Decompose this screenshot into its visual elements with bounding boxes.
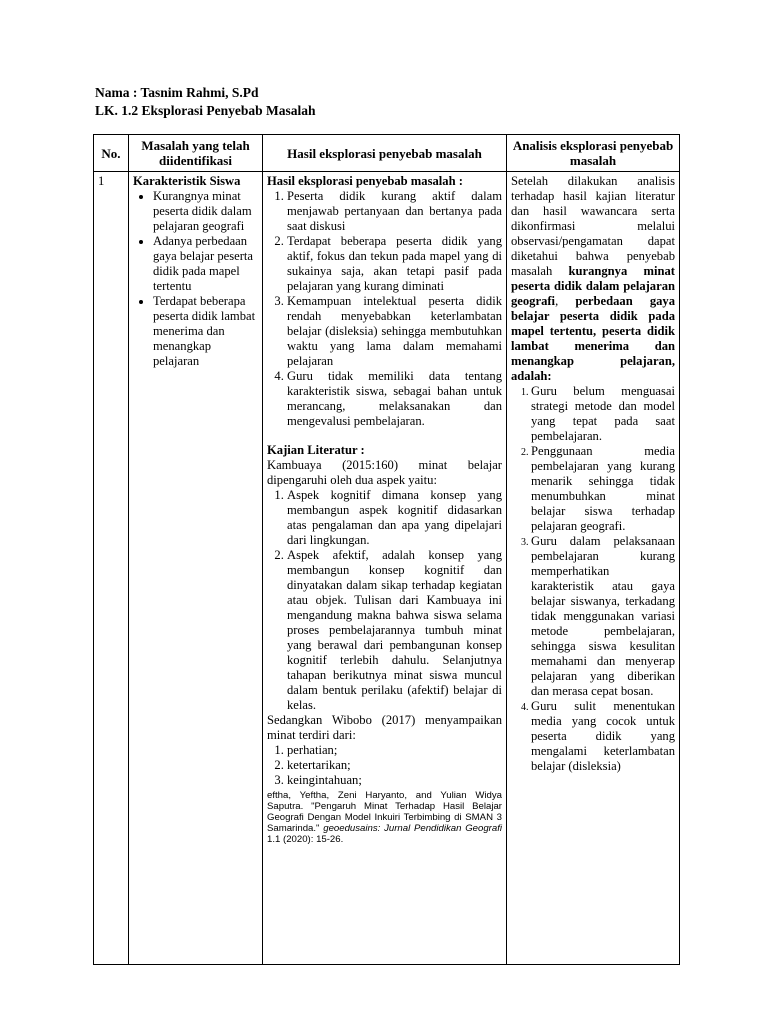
document-header [95,84,316,120]
table-header-row [94,135,680,172]
exploration-table [93,134,680,965]
author-name: Nama : Tasnim Rahmi, S.Pd [95,85,259,100]
list-item: 4. Guru tidak memiliki data tentang karakteristik siswa, sebagai bahan untuk merancang, melaksanakan dan mengevalusi pembelajaran. [287,369,502,429]
kajian-list [267,488,502,713]
header-analisis: Analisis eksplorasi penyebab masalah [507,135,680,172]
kajian-heading: Kajian Literatur : [267,443,365,457]
list-item: 2. Penggunaan media pembelajaran yang kurang menarik sehingga tidak menumbuhkan minat belajar siswa terhadap pelajaran geografi. [531,444,675,534]
reference-journal: geoedusains: Jurnal Pendidikan Geografi [323,823,502,834]
analisis-problem-2: perbedaan gaya belajar peserta didik pada mapel tertentu, peserta didik lambat menerima dan menangkap pelajaran, adalah: [511,294,676,383]
reference-volume: 1.1 (2020): 15-26. [267,834,344,845]
header-no: No. [94,135,129,172]
list-item: 2. Aspek afektif, adalah konsep yang membangun konsep kognitif dan dinyatakan dalam sikap terhadap kegiatan atau objek. Tulisan dari Kambuaya ini mengandung makna bahwa siswa selama proses pembelajarannya tumbuh minat yang berawal dari pembangunan konsep kognitif terlebih dahulu. Selanjutnya tahapan berikutnya minat siswa muncul dalam bentuk perilaku (afektif) belajar di kelas. [287,548,502,713]
cell-no: 1 [94,172,129,965]
cell-analisis [507,172,680,965]
header-masalah: Masalah yang telah diidentifikasi [129,135,263,172]
list-item: 1. perhatian; [287,743,502,758]
list-item: • Kurangnya minat peserta didik dalam pelajaran geografi [153,189,258,234]
cell-hasil [263,172,507,965]
cell-masalah [129,172,263,965]
list-item: 2. Terdapat beberapa peserta didik yang aktif, fokus dan tekun pada mapel yang di sukainya saja, akan tetapi pasif pada pelajaran yang kurang diminati [287,234,502,294]
hasil-heading: Hasil eksplorasi penyebab masalah : [267,174,463,188]
analisis-separator: , [555,294,576,308]
hasil-list [267,189,502,429]
analisis-intro-text: Setelah dilakukan analisis terhadap hasil kajian literatur dan hasil wawancara serta dikonfirmasi melalui observasi/pengamatan dapat diketahui bahwa penyebab masalah [511,174,675,278]
header-hasil: Hasil eksplorasi penyebab masalah [263,135,507,172]
list-item: 3. Guru dalam pelaksanaan pembelajaran kurang memperhatikan karakteristik atau gaya belajar siswanya, terkadang tidak menggunakan variasi metode pembelajaran, sehingga siswa kesulitan memahami dan menyerap pelajaran yang diberikan dan merasa cepat bosan. [531,534,675,699]
list-item: 4. Guru sulit menentukan media yang cocok untuk peserta didik yang mengalami keterlambatan belajar (disleksia) [531,699,675,774]
list-item: 1. Aspek kognitif dimana konsep yang membangun aspek kognitif didasarkan atas pengalaman dan apa yang dipelajari dari lingkungan. [287,488,502,548]
worksheet-title: LK. 1.2 Eksplorasi Penyebab Masalah [95,103,316,118]
analisis-list [511,384,675,774]
list-item: 2. ketertarikan; [287,758,502,773]
list-item: 1. Peserta didik kurang aktif dalam menjawab pertanyaan dan bertanya pada saat diskusi [287,189,502,234]
masalah-heading: Karakteristik Siswa [133,174,241,188]
list-item: 3. Kemampuan intelektual peserta didik rendah menyebabkan keterlambatan belajar (disleksia) sehingga membutuhkan waktu yang lama dalam memahami pelajaran [287,294,502,369]
reference-citation [267,790,502,845]
kajian-intro: Kambuaya (2015:160) minat belajar dipengaruhi oleh dua aspek yaitu: [267,458,502,487]
analisis-intro [511,174,675,384]
reference-text: eftha, Yeftha, Zeni Haryanto, and Yulian Widya Saputra. "Pengaruh Minat Terhadap Hasil Belajar Geografi Dengan Model Inkuiri Terbimbing di SMAN 3 Samarinda." [267,790,502,834]
masalah-list [133,189,258,369]
list-item: • Terdapat beberapa peserta didik lambat menerima dan menangkap pelajaran [153,294,258,369]
wibobo-intro: Sedangkan Wibobo (2017) menyampaikan minat terdiri dari: [267,713,502,742]
minat-list [267,743,502,788]
list-item: 1. Guru belum menguasai strategi metode dan model yang tepat pada saat pembelajaran. [531,384,675,444]
list-item: 3. keingintahuan; [287,773,502,788]
analisis-problem-1: kurangnya minat peserta didik dalam pelajaran geografi [511,264,675,308]
list-item: • Adanya perbedaan gaya belajar peserta didik pada mapel tertentu [153,234,258,294]
table-row [94,172,680,965]
